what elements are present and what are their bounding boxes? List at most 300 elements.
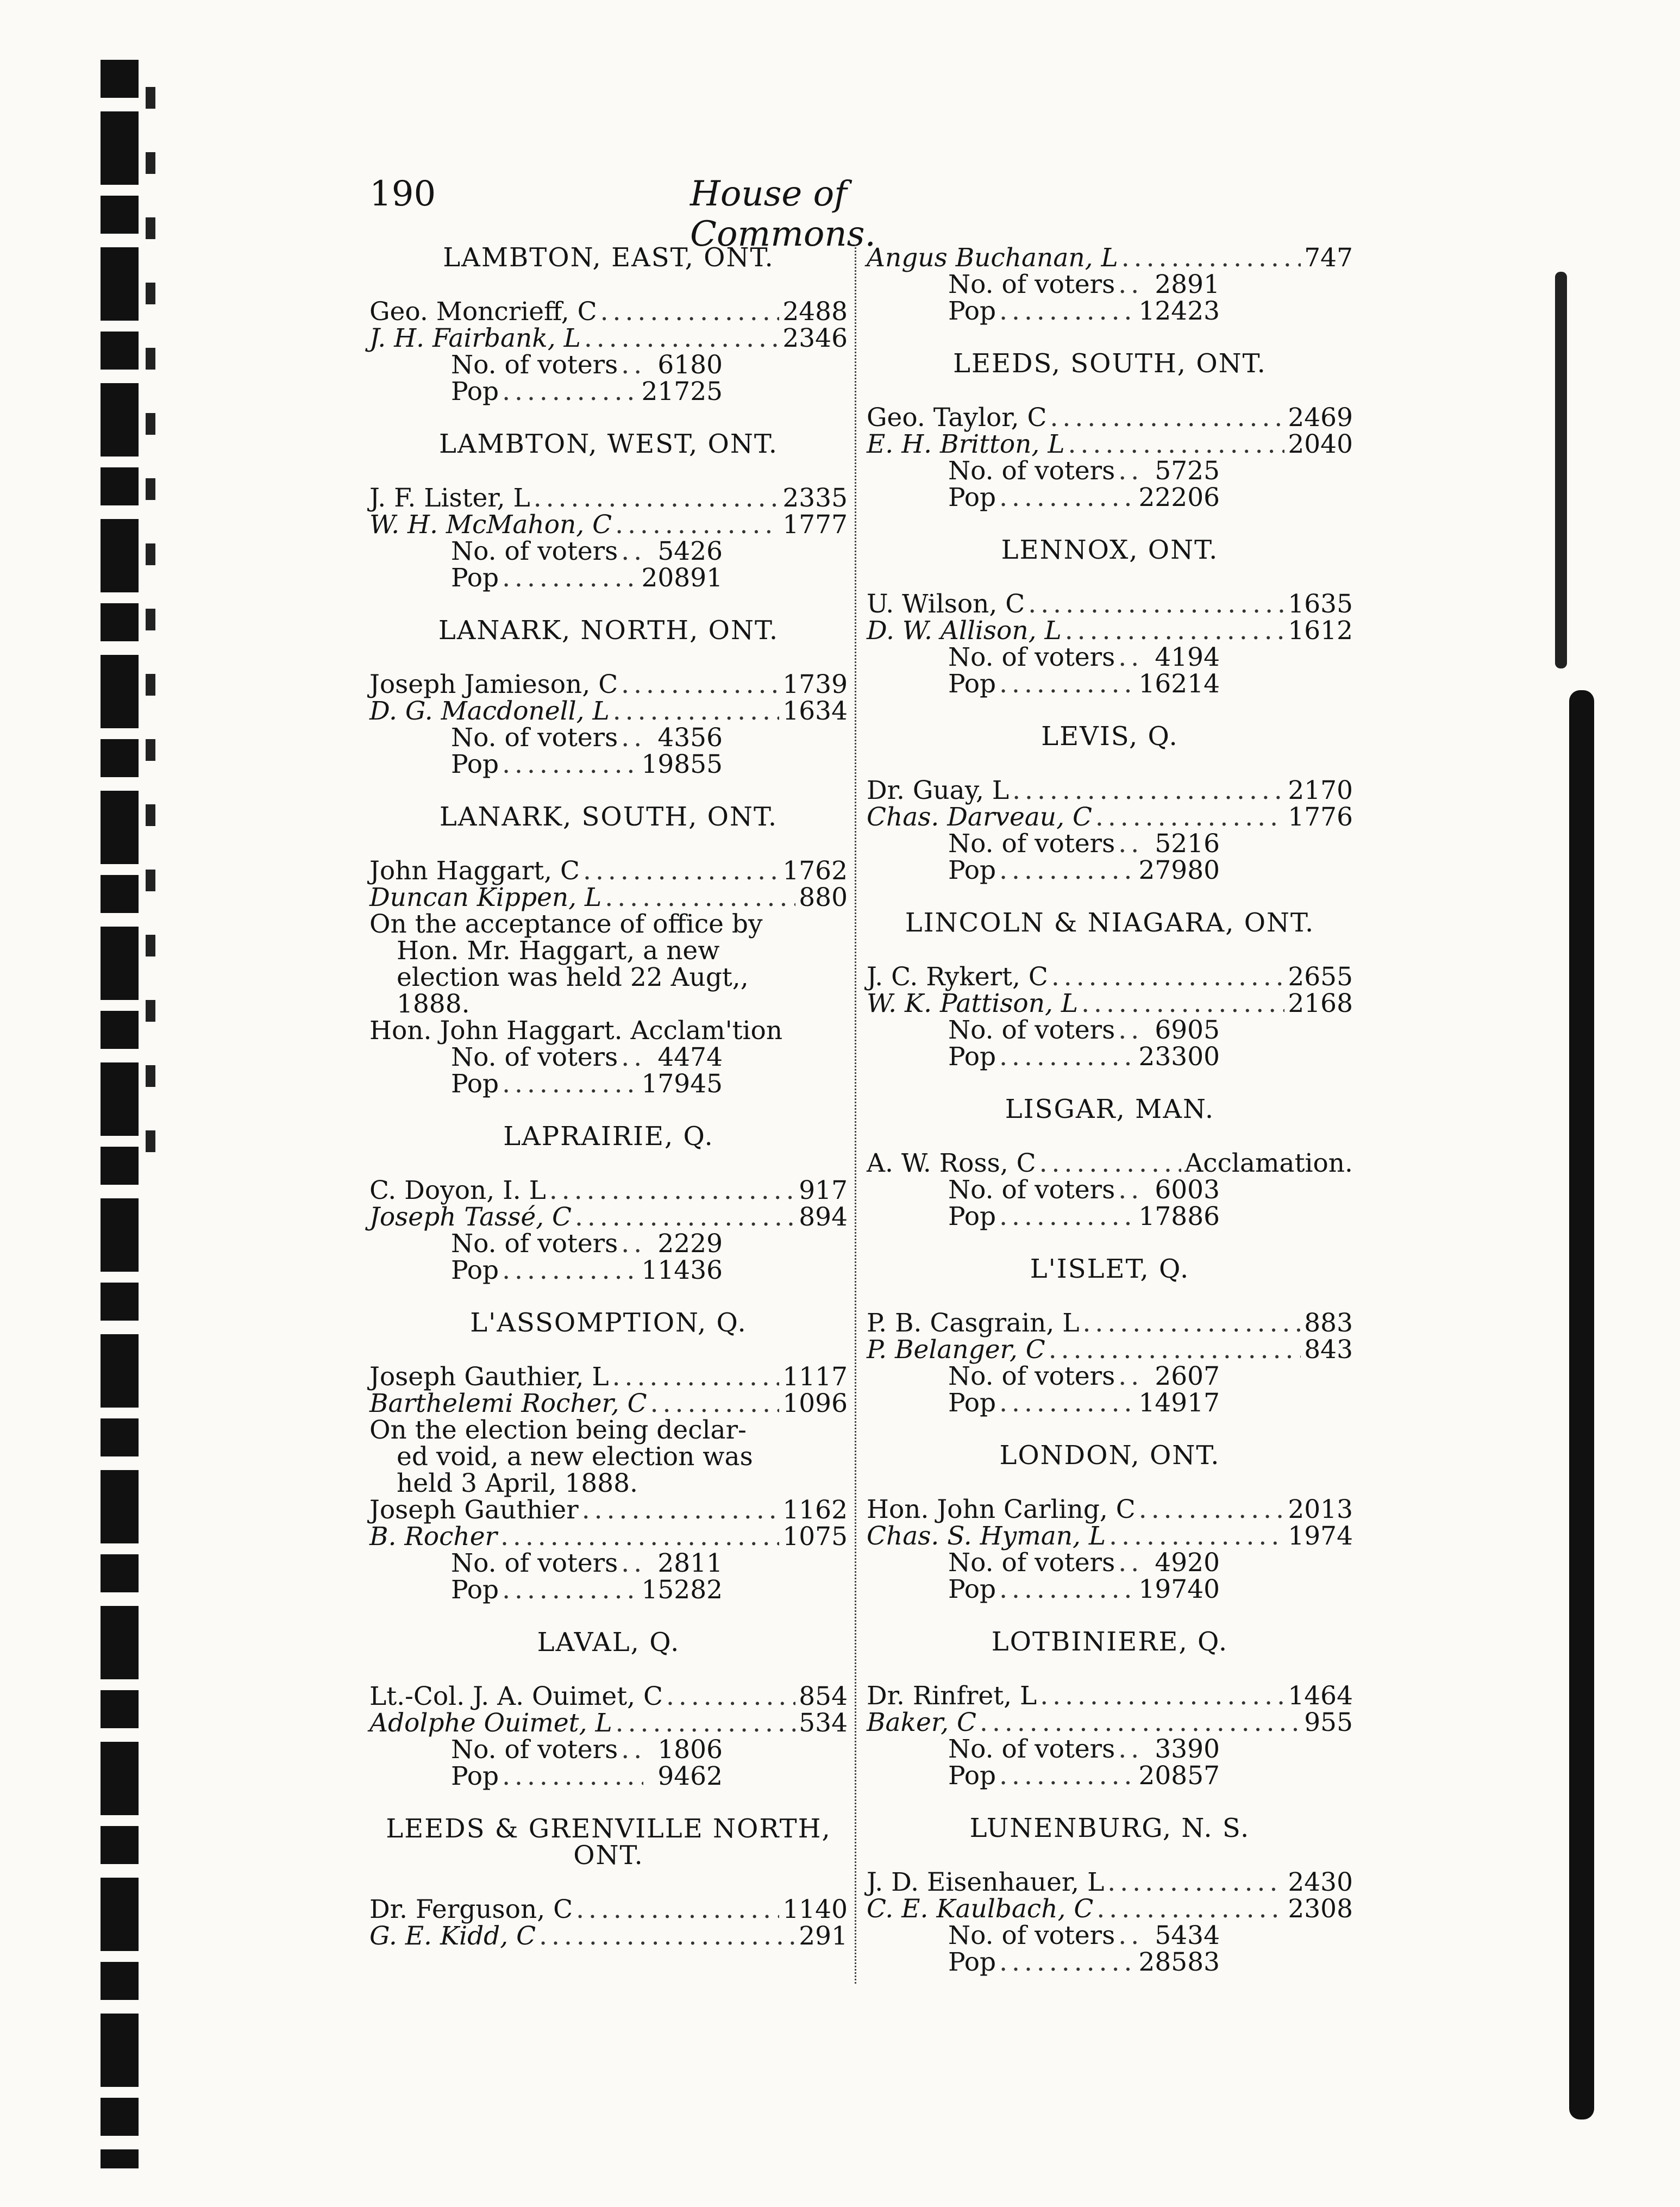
dot-leader — [1068, 431, 1285, 458]
population-label: Pop — [948, 1761, 996, 1791]
candidate-name: C. Doyon, I. L — [369, 1176, 546, 1205]
vote-count: 2013 — [1288, 1495, 1353, 1524]
population-label: Pop — [451, 1575, 499, 1605]
dot-leader — [621, 1044, 643, 1071]
dot-leader — [539, 1923, 795, 1949]
riding-section — [867, 723, 1353, 884]
vote-count: 1739 — [782, 670, 848, 699]
candidate-row — [867, 804, 1353, 830]
dot-leader — [1051, 964, 1285, 990]
candidate-row — [867, 1896, 1353, 1922]
dot-leader — [502, 1763, 643, 1790]
vote-count: 955 — [1304, 1708, 1353, 1737]
vote-count: 2469 — [1288, 403, 1353, 433]
candidate-name: J. H. Fairbank, L — [369, 323, 581, 353]
voters — [948, 830, 1220, 857]
candidate-row — [369, 1497, 848, 1523]
dot-leader — [1121, 245, 1301, 271]
riding-title: L'ISLET, Q. — [1030, 1254, 1190, 1284]
voters-label: No. of voters — [948, 1734, 1115, 1764]
population-value: 9462 — [657, 1761, 723, 1791]
candidate-row — [369, 884, 848, 911]
candidate-name: P. Belanger, C — [867, 1335, 1045, 1365]
population-label: Pop — [948, 1202, 996, 1231]
population — [451, 1577, 723, 1603]
population-value: 21725 — [641, 377, 723, 407]
vote-count: 291 — [799, 1921, 848, 1951]
voters-label: No. of voters — [948, 1015, 1115, 1045]
population — [948, 298, 1220, 324]
voters-label: No. of voters — [451, 1229, 618, 1259]
candidate-name: C. E. Kaulbach, C — [867, 1894, 1094, 1924]
candidate-name: Chas. S. Hyman, L — [867, 1521, 1106, 1551]
vote-count: 1096 — [782, 1389, 848, 1418]
dot-leader — [582, 1497, 780, 1523]
population-value: 15282 — [641, 1575, 723, 1605]
dot-leader — [1118, 1363, 1140, 1390]
candidate-row — [369, 858, 848, 884]
dot-leader — [613, 698, 780, 724]
population — [948, 857, 1220, 884]
riding-section — [369, 431, 848, 591]
population-label: Pop — [451, 1761, 499, 1791]
vote-count: 2040 — [1288, 429, 1353, 459]
dot-leader — [999, 1203, 1135, 1230]
candidate-name: P. B. Casgrain, L — [867, 1308, 1080, 1338]
population — [451, 1257, 723, 1284]
candidate-row — [867, 617, 1353, 644]
population-value: 23300 — [1138, 1042, 1220, 1072]
vote-count: 534 — [799, 1708, 848, 1738]
page-header — [369, 174, 1021, 254]
dot-leader — [600, 298, 780, 325]
dot-leader — [1118, 1017, 1140, 1043]
voters-value: 5725 — [1155, 456, 1220, 486]
dot-leader — [999, 671, 1135, 697]
candidate-row — [867, 1336, 1353, 1363]
candidate-row — [867, 591, 1353, 617]
candidate-row — [369, 1204, 848, 1230]
voters — [451, 1044, 723, 1071]
dot-leader — [999, 484, 1135, 511]
population-label: Pop — [948, 1042, 996, 1072]
voters-label: No. of voters — [948, 456, 1115, 486]
candidate-name: Baker, C — [867, 1708, 976, 1737]
dot-leader — [1109, 1523, 1284, 1549]
dot-leader — [666, 1683, 795, 1710]
dot-leader — [1118, 644, 1140, 671]
vote-count: Acclamation. — [1184, 1148, 1353, 1178]
voters-value: 4474 — [657, 1042, 723, 1072]
vote-count: 2655 — [1288, 962, 1353, 992]
voters-label: No. of voters — [451, 1548, 618, 1578]
candidate-row — [867, 777, 1353, 804]
population — [451, 565, 723, 591]
voters-label: No. of voters — [451, 350, 618, 380]
candidate-row — [369, 298, 848, 325]
population-value: 22206 — [1138, 483, 1220, 512]
population-value: 20891 — [641, 563, 723, 593]
riding-title: LAVAL, Q. — [537, 1627, 680, 1658]
population — [948, 1043, 1220, 1070]
candidate-row — [867, 245, 1353, 271]
vote-count: 1635 — [1288, 589, 1353, 619]
riding-section — [867, 1815, 1353, 1975]
population-value: 12423 — [1138, 296, 1220, 326]
note-line: On the election being declar- — [369, 1415, 747, 1445]
column-divider — [855, 245, 856, 1984]
candidate-row — [369, 1923, 848, 1949]
voters-label: No. of voters — [948, 270, 1115, 299]
riding-section — [369, 1310, 848, 1603]
riding-section — [867, 537, 1353, 697]
candidate-name: Joseph Tassé, C — [369, 1202, 572, 1232]
candidate-row — [867, 1310, 1353, 1336]
candidate-name: John Haggart, C — [369, 856, 580, 886]
population-label: Pop — [948, 296, 996, 326]
candidate-name: Barthelemi Rocher, C — [369, 1389, 647, 1418]
vote-count: 2430 — [1288, 1867, 1353, 1897]
population-value: 17945 — [641, 1069, 723, 1099]
vote-count: 2346 — [782, 323, 848, 353]
scan-page-edge-upper — [1555, 272, 1567, 668]
candidate-name: Geo. Moncrieff, C — [369, 297, 597, 327]
riding-title: LEEDS, SOUTH, ONT. — [953, 348, 1267, 379]
vote-count: 894 — [799, 1202, 848, 1232]
vote-count: 1634 — [782, 696, 848, 726]
dot-leader — [1096, 1896, 1284, 1922]
dot-leader — [621, 1736, 643, 1763]
voters — [451, 1230, 723, 1257]
candidate-name: D. G. Macdonell, L — [369, 696, 610, 726]
candidate-name: G. E. Kidd, C — [369, 1921, 536, 1951]
dot-leader — [1039, 1150, 1182, 1177]
candidate-name: Hon. John Haggart. Acclam'tion — [369, 1016, 783, 1046]
voters-value: 2891 — [1155, 270, 1220, 299]
riding-section — [867, 1096, 1353, 1230]
candidate-row — [369, 1017, 848, 1044]
candidate-row — [369, 698, 848, 724]
vote-count: 1612 — [1288, 616, 1353, 646]
riding-title: LAMBTON, EAST, ONT. — [443, 242, 774, 273]
riding-title: LUNENBURG, N. S. — [969, 1813, 1250, 1843]
note-line: 1888. — [397, 989, 470, 1019]
candidate-name: Dr. Ferguson, C — [369, 1895, 573, 1924]
dot-leader — [576, 1896, 779, 1923]
candidate-name: Hon. John Carling, C — [867, 1495, 1136, 1524]
riding-title: LAMBTON, WEST, ONT. — [438, 429, 779, 459]
population — [948, 484, 1220, 511]
voters-value: 2811 — [657, 1548, 723, 1578]
candidate-name: W. H. McMahon, C — [369, 510, 612, 540]
voters-value: 5426 — [657, 536, 723, 566]
vote-count: 1464 — [1288, 1681, 1353, 1711]
dot-leader — [605, 884, 795, 911]
candidate-name: Chas. Darveau, C — [867, 802, 1092, 832]
riding-section — [369, 242, 848, 407]
dot-leader — [612, 1364, 780, 1390]
population-label: Pop — [948, 669, 996, 699]
dot-leader — [1040, 1683, 1284, 1709]
scan-binding-edge — [101, 60, 139, 2168]
note-line: On the acceptance of office by — [369, 909, 763, 939]
candidate-row — [369, 1390, 848, 1417]
dot-leader — [1012, 777, 1284, 804]
voters — [948, 1922, 1220, 1949]
riding-title: LAPRAIRIE, Q. — [503, 1121, 714, 1152]
candidate-name: Joseph Gauthier, L — [369, 1362, 609, 1392]
voters — [948, 1736, 1220, 1762]
dot-leader — [1118, 1549, 1140, 1576]
candidate-row — [369, 485, 848, 511]
candidate-name: Angus Buchanan, L — [867, 243, 1118, 273]
population-label: Pop — [451, 563, 499, 593]
voters-value: 5434 — [1155, 1921, 1220, 1950]
voters — [948, 1017, 1220, 1043]
voters-value: 4356 — [657, 723, 723, 753]
dot-leader — [1050, 404, 1284, 431]
voters-value: 6905 — [1155, 1015, 1220, 1045]
population — [451, 1071, 723, 1097]
voters — [948, 644, 1220, 671]
vote-count: 1974 — [1288, 1521, 1353, 1551]
voters-value: 4194 — [1155, 642, 1220, 672]
population-value: 19855 — [641, 749, 723, 779]
candidate-name: Duncan Kippen, L — [369, 883, 602, 912]
candidate-name: Adolphe Ouimet, L — [369, 1708, 612, 1738]
riding-section — [867, 1442, 1353, 1603]
dot-leader — [621, 724, 643, 751]
vote-count: 1075 — [782, 1522, 848, 1552]
scan-binding-edge-inner — [146, 87, 155, 1174]
population — [948, 1762, 1220, 1789]
riding-section — [867, 1629, 1353, 1789]
population-value: 14917 — [1138, 1388, 1220, 1418]
riding-title: LEVIS, Q. — [1041, 721, 1178, 752]
vote-count: 1776 — [1288, 802, 1353, 832]
candidate-name: Dr. Guay, L — [867, 776, 1010, 805]
dot-leader — [502, 565, 638, 591]
voters-label: No. of voters — [451, 536, 618, 566]
candidate-name: Joseph Gauthier — [369, 1495, 579, 1525]
voters-value: 2229 — [657, 1229, 723, 1259]
vote-count: 1117 — [782, 1362, 848, 1392]
population-value: 28583 — [1138, 1947, 1220, 1977]
population — [451, 378, 723, 405]
dot-leader — [1118, 1736, 1140, 1762]
voters-value: 6180 — [657, 350, 723, 380]
voters-label: No. of voters — [948, 1361, 1115, 1391]
riding-section — [369, 1629, 848, 1790]
population-value: 20857 — [1138, 1761, 1220, 1791]
candidate-row — [369, 1896, 848, 1923]
dot-leader — [502, 1071, 638, 1097]
riding-section — [867, 348, 1353, 512]
candidate-name: W. K. Pattison, L — [867, 989, 1079, 1018]
candidate-row — [369, 1364, 848, 1390]
candidate-row — [369, 325, 848, 352]
dot-leader — [999, 857, 1135, 884]
population-label: Pop — [451, 377, 499, 407]
candidate-name: Joseph Jamieson, C — [369, 670, 618, 699]
candidate-row — [867, 1523, 1353, 1549]
candidate-row — [867, 404, 1353, 431]
population-label: Pop — [948, 1947, 996, 1977]
population-label: Pop — [451, 1069, 499, 1099]
dot-leader — [1107, 1869, 1284, 1896]
population-label: Pop — [451, 1255, 499, 1285]
vote-count: 917 — [799, 1176, 848, 1205]
note-line: held 3 April, 1888. — [397, 1468, 638, 1498]
vote-count: 2488 — [782, 297, 848, 327]
candidate-name: A. W. Ross, C — [867, 1148, 1036, 1178]
scan-page-edge-lower — [1569, 690, 1594, 2120]
vote-count: 1140 — [782, 1895, 848, 1924]
vote-count: 2308 — [1288, 1894, 1353, 1924]
voters — [451, 538, 723, 565]
dot-leader — [999, 1576, 1135, 1603]
riding-title: LANARK, SOUTH, ONT. — [439, 802, 778, 832]
dot-leader — [1028, 591, 1284, 617]
riding-section — [369, 1123, 848, 1284]
candidate-row — [369, 671, 848, 698]
voters-value: 3390 — [1155, 1734, 1220, 1764]
voters — [451, 1736, 723, 1763]
population — [948, 1203, 1220, 1230]
dot-leader — [999, 1043, 1135, 1070]
riding-section — [369, 804, 848, 1097]
dot-leader — [621, 1230, 643, 1257]
population-value: 11436 — [641, 1255, 723, 1285]
candidate-name: D. W. Allison, L — [867, 616, 1062, 646]
voters-label: No. of voters — [948, 1548, 1115, 1578]
riding-title: LONDON, ONT. — [999, 1440, 1220, 1471]
dot-leader — [999, 298, 1135, 324]
riding-title: LOTBINIERE, Q. — [991, 1627, 1228, 1657]
note-line: Hon. Mr. Haggart, a new — [397, 936, 720, 966]
population-label: Pop — [948, 483, 996, 512]
voters — [948, 1177, 1220, 1203]
candidate-name: B. Rocher — [369, 1522, 497, 1552]
candidate-name: E. H. Britton, L — [867, 429, 1065, 459]
population-value: 19740 — [1138, 1574, 1220, 1604]
vote-count: 1777 — [782, 510, 848, 540]
riding-title: LANARK, NORTH, ONT. — [438, 615, 779, 646]
dot-leader — [615, 511, 779, 538]
riding-section — [867, 1256, 1353, 1416]
riding-section — [867, 245, 1353, 324]
election-note — [369, 911, 848, 1017]
voters-value: 2607 — [1155, 1361, 1220, 1391]
dot-leader — [980, 1709, 1301, 1736]
dot-leader — [621, 671, 779, 698]
candidate-name: J. F. Lister, L — [369, 483, 530, 513]
dot-leader — [502, 1577, 638, 1603]
riding-section — [369, 1816, 848, 1949]
candidate-row — [867, 431, 1353, 458]
candidate-row — [867, 1496, 1353, 1523]
population — [948, 1390, 1220, 1416]
election-note — [369, 1417, 848, 1497]
dot-leader — [1049, 1336, 1301, 1363]
voters-value: 4920 — [1155, 1548, 1220, 1578]
dot-leader — [650, 1390, 780, 1417]
candidate-row — [867, 1150, 1353, 1177]
candidate-name: J. D. Eisenhauer, L — [867, 1867, 1105, 1897]
dot-leader — [583, 858, 779, 884]
voters-label: No. of voters — [948, 642, 1115, 672]
candidate-row — [369, 511, 848, 538]
riding-title: LINCOLN & NIAGARA, ONT. — [905, 908, 1315, 938]
population — [948, 1576, 1220, 1603]
vote-count: 883 — [1304, 1308, 1353, 1338]
voters — [948, 1363, 1220, 1390]
vote-count: 843 — [1304, 1335, 1353, 1365]
dot-leader — [584, 325, 780, 352]
dot-leader — [500, 1523, 779, 1550]
candidate-row — [867, 964, 1353, 990]
candidate-name: Geo. Taylor, C — [867, 403, 1047, 433]
population-label: Pop — [948, 1574, 996, 1604]
vote-count: 1162 — [782, 1495, 848, 1525]
vote-count: 880 — [799, 883, 848, 912]
dot-leader — [999, 1390, 1135, 1416]
dot-leader — [502, 378, 638, 405]
vote-count: 2335 — [782, 483, 848, 513]
population-label: Pop — [451, 749, 499, 779]
dot-leader — [621, 1550, 643, 1577]
candidate-row — [867, 1683, 1353, 1709]
dot-leader — [1118, 271, 1140, 298]
dot-leader — [999, 1949, 1135, 1975]
population — [948, 1949, 1220, 1975]
running-title: House of Commons. — [690, 174, 876, 254]
candidate-name: Dr. Rinfret, L — [867, 1681, 1037, 1711]
right-column — [867, 245, 1353, 1975]
riding-section — [867, 910, 1353, 1070]
vote-count: 854 — [799, 1681, 848, 1711]
candidate-row — [369, 1177, 848, 1204]
candidate-row — [369, 1523, 848, 1550]
dot-leader — [621, 352, 643, 378]
dot-leader — [1118, 1177, 1140, 1203]
page-number: 190 — [369, 174, 436, 214]
population-value: 27980 — [1138, 855, 1220, 885]
dot-leader — [1118, 830, 1140, 857]
population-value: 17886 — [1138, 1202, 1220, 1231]
voters-label: No. of voters — [948, 1175, 1115, 1205]
riding-title: LEEDS & GRENVILLE NORTH, ONT. — [386, 1814, 831, 1871]
dot-leader — [575, 1204, 795, 1230]
population-label: Pop — [948, 855, 996, 885]
candidate-name: J. C. Rykert, C — [867, 962, 1048, 992]
dot-leader — [502, 751, 638, 778]
population — [451, 1763, 723, 1790]
note-line: election was held 22 Augt,, — [397, 962, 749, 992]
dot-leader — [1118, 458, 1140, 484]
voters-label: No. of voters — [451, 723, 618, 753]
population — [948, 671, 1220, 697]
population — [451, 751, 723, 778]
dot-leader — [502, 1257, 638, 1284]
dot-leader — [549, 1177, 795, 1204]
dot-leader — [1118, 1922, 1140, 1949]
left-column — [369, 242, 848, 1951]
riding-section — [369, 617, 848, 778]
candidate-row — [867, 1869, 1353, 1896]
dot-leader — [534, 485, 780, 511]
vote-count: 2170 — [1288, 776, 1353, 805]
